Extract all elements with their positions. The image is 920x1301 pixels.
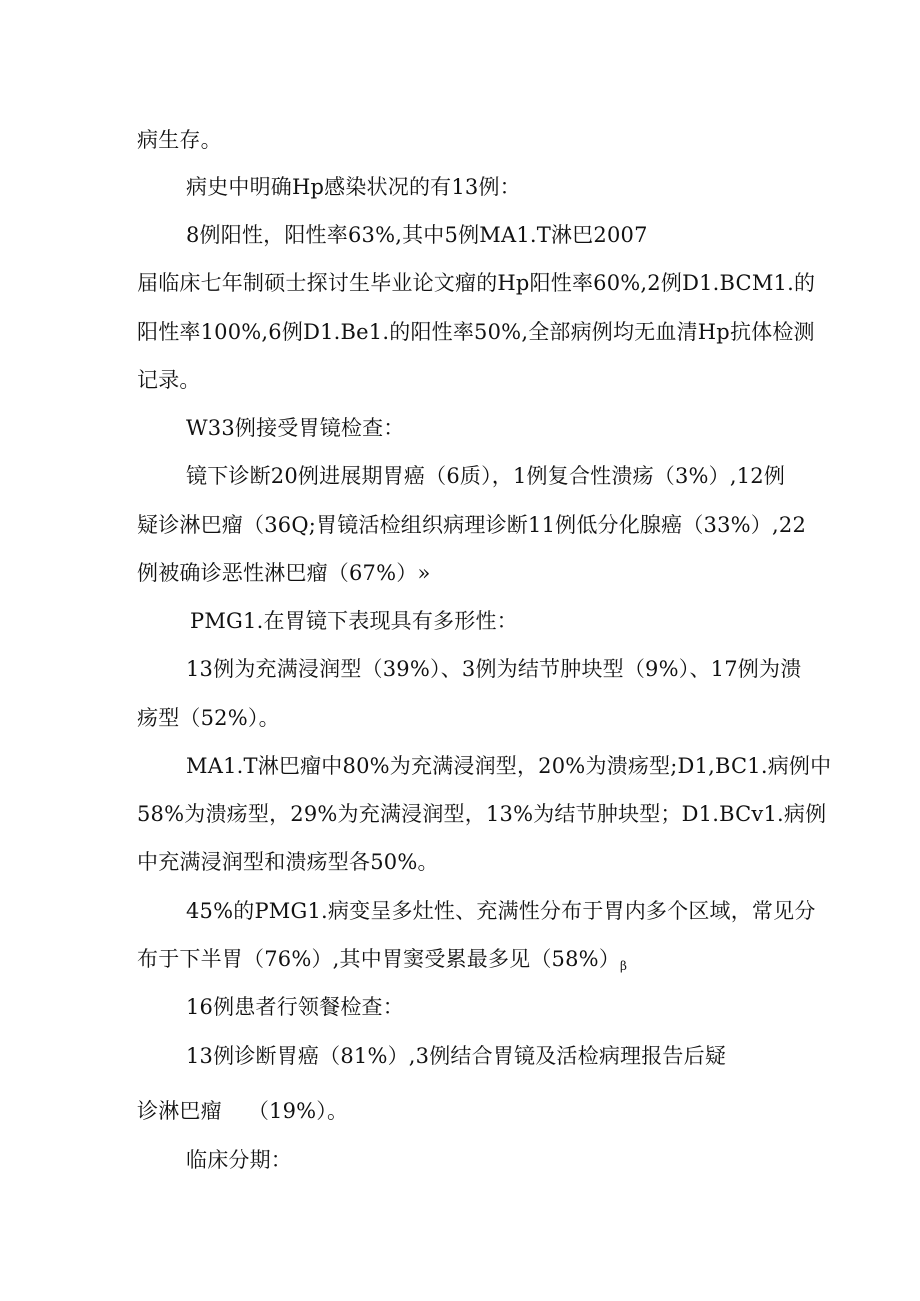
text-line: 镜下诊断20例进展期胃癌（6质），1例复合性溃疡（3%）,12例 [186, 464, 786, 488]
text-line: PMG1.在胃镜下表现具有多形性： [190, 609, 518, 633]
text-line: 45%的PMG1.病变呈多灶性、充满性分布于胃内多个区域，常见分 [186, 899, 816, 923]
text-line: 13例为充满浸润型（39%）、3例为结节肿块型（9%）、17例为溃 [186, 657, 802, 681]
text-line-main: 布于下半胃（76%）,其中胃窦受累最多见（58%） [137, 947, 621, 971]
text-line: 58%为溃疡型，29%为充满浸润型，13%为结节肿块型；D1.BCv1.病例 [137, 802, 827, 826]
text-line: 8例阳性，阳性率63%,其中5例MA1.T淋巴2007 [186, 223, 648, 247]
text-line [137, 947, 628, 973]
text-line-part: 诊淋巴瘤 [137, 1099, 222, 1123]
text-line: 病史中明确Hp感染状况的有13例： [186, 175, 521, 199]
text-line: 16例患者行领餐检查： [186, 995, 404, 1019]
stray-glyph: β [620, 959, 628, 973]
text-line: 例被确诊恶性淋巴瘤（67%）» [137, 561, 431, 585]
text-line: W33例接受胃镜检查： [186, 416, 405, 440]
text-line: 届临床七年制硕士探讨生毕业论文瘤的Hp阳性率60%,2例D1.BCM1.的 [137, 271, 816, 295]
text-line: 临床分期： [186, 1148, 292, 1172]
text-line [137, 1101, 348, 1122]
text-line: 疑诊淋巴瘤（36Q;胃镜活检组织病理诊断11例低分化腺癌（33%）,22 [137, 513, 807, 537]
text-line: 病生存。 [137, 128, 222, 152]
text-line: 记录。 [137, 368, 201, 392]
text-line: 阳性率100%,6例D1.Be1.的阳性率50%,全部病例均无血清Hp抗体检测 [137, 320, 815, 344]
text-line: MA1.T淋巴瘤中80%为充满浸润型，20%为溃疡型;D1,BC1.病例中 [186, 754, 832, 778]
text-line-part: （19%）。 [247, 1099, 349, 1123]
text-line: 13例诊断胃癌（81%）,3例结合胃镜及活检病理报告后疑 [186, 1044, 727, 1068]
text-line: 中充满浸润型和溃疡型各50%。 [137, 850, 439, 874]
text-line: 疡型（52%）。 [137, 706, 280, 730]
